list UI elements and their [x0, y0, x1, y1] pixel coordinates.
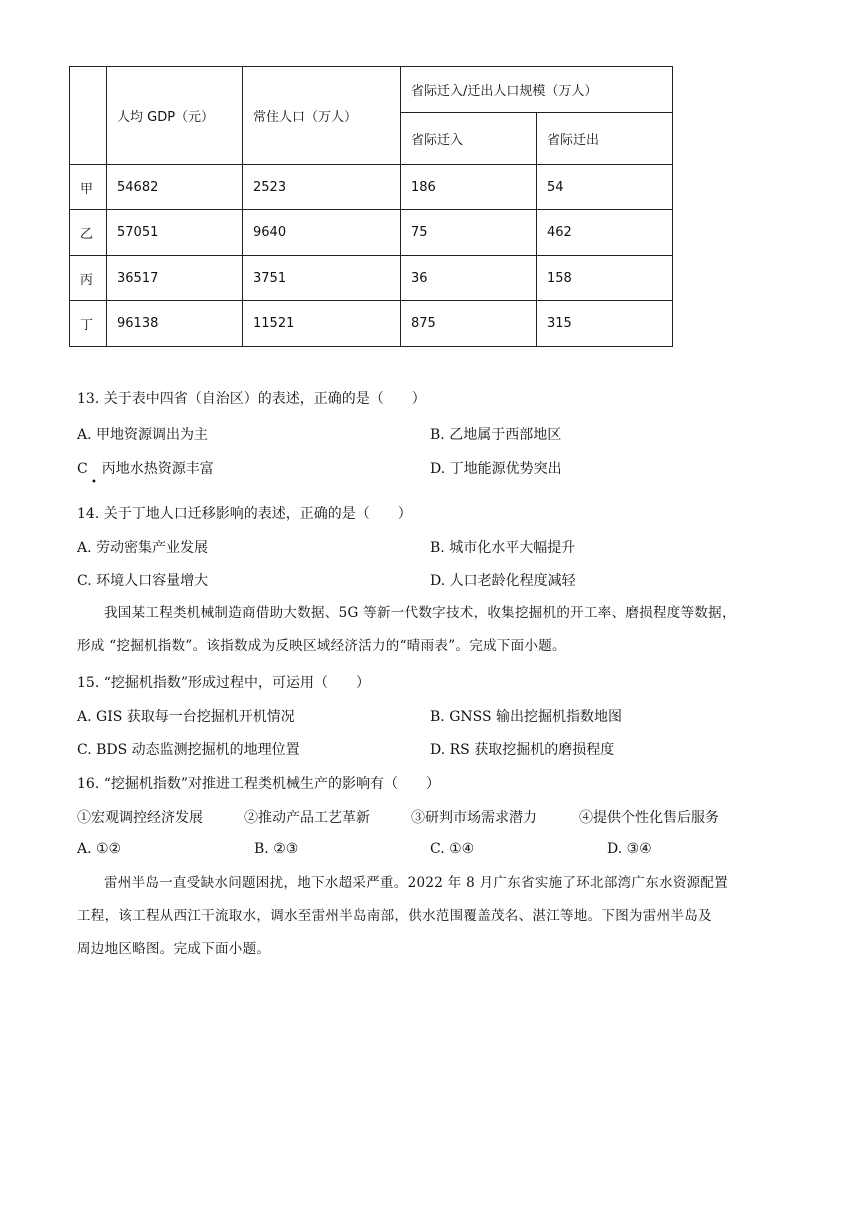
q15-option-b[interactable]: B. GNSS 输出挖掘机指数地图	[430, 709, 623, 725]
passage-line: 工程，该工程从西江干流取水，调水至雷州半岛南部，供水范围覆盖茂名、湛江等地。下图为雷州半岛及	[77, 908, 712, 924]
header-out: 省际迁出	[537, 113, 673, 165]
table-row	[70, 301, 673, 347]
q14-option-d[interactable]: D. 人口老龄化程度减轻	[430, 573, 576, 589]
passage-line: 形成 “挖掘机指数”。该指数成为反映区域经济活力的“晴雨表”。完成下面小题。	[77, 638, 566, 654]
q13-option-c[interactable]: C 丙地水热资源丰富	[77, 461, 214, 477]
q16-statement-3: ③研判市场需求潜力	[411, 810, 537, 826]
q16-stem: 16. “挖掘机指数”对推进工程类机械生产的影响有（ ）	[77, 776, 441, 792]
passage-line: 我国某工程类机械制造商借助大数据、5G 等新一代数字技术，收集挖掘机的开工率、磨损程度等数据，	[104, 605, 736, 621]
header-in: 省际迁入	[401, 113, 537, 165]
table-row	[70, 165, 673, 210]
header-migration: 省际迁入/迁出人口规模（万人）	[401, 67, 673, 113]
dot-mark: •	[91, 477, 97, 488]
table-corner-cell	[70, 67, 107, 165]
q16-statement-4: ④提供个性化售后服务	[579, 810, 719, 826]
q16-option-c[interactable]: C. ①④	[430, 841, 475, 857]
q15-stem: 15. “挖掘机指数”形成过程中，可运用（ ）	[77, 675, 371, 691]
q16-statement-1: ①宏观调控经济发展	[77, 810, 203, 826]
q13-option-a[interactable]: A. 甲地资源调出为主	[77, 427, 209, 443]
cell-in: 186	[401, 165, 537, 210]
table-header-row	[70, 67, 673, 113]
q15-option-a[interactable]: A. GIS 获取每一台挖掘机开机情况	[77, 709, 295, 725]
header-population: 常住人口（万人）	[243, 67, 401, 165]
cell-pop: 9640	[243, 210, 401, 256]
cell-pop: 2523	[243, 165, 401, 210]
row-label: 乙	[70, 210, 107, 256]
cell-in: 75	[401, 210, 537, 256]
q13-stem: 13. 关于表中四省（自治区）的表述，正确的是（ ）	[77, 391, 426, 407]
row-label: 甲	[70, 165, 107, 210]
q14-option-c[interactable]: C. 环境人口容量增大	[77, 573, 209, 589]
q16-option-b[interactable]: B. ②③	[254, 841, 299, 857]
q16-option-a[interactable]: A. ①②	[77, 841, 122, 857]
q13-option-b[interactable]: B. 乙地属于西部地区	[430, 427, 562, 443]
q16-statement-2: ②推动产品工艺革新	[244, 810, 370, 826]
passage-line: 周边地区略图。完成下面小题。	[77, 941, 271, 957]
row-label: 丙	[70, 256, 107, 301]
q14-stem: 14. 关于丁地人口迁移影响的表述，正确的是（ ）	[77, 506, 412, 522]
q15-option-c[interactable]: C. BDS 动态监测挖掘机的地理位置	[77, 742, 300, 758]
table-row	[70, 210, 673, 256]
q16-option-d[interactable]: D. ③④	[607, 841, 652, 857]
cell-in: 36	[401, 256, 537, 301]
passage-leizhou	[77, 867, 789, 966]
table-row	[70, 256, 673, 301]
cell-gdp: 54682	[107, 165, 243, 210]
row-label: 丁	[70, 301, 107, 347]
cell-gdp: 96138	[107, 301, 243, 347]
cell-pop: 3751	[243, 256, 401, 301]
cell-gdp: 36517	[107, 256, 243, 301]
cell-in: 875	[401, 301, 537, 347]
cell-out: 158	[537, 256, 673, 301]
header-gdp: 人均 GDP（元）	[107, 67, 243, 165]
passage-excavator	[77, 597, 789, 663]
cell-gdp: 57051	[107, 210, 243, 256]
q14-option-b[interactable]: B. 城市化水平大幅提升	[430, 540, 576, 556]
cell-pop: 11521	[243, 301, 401, 347]
passage-line: 雷州半岛一直受缺水问题困扰，地下水超采严重。2022 年 8 月广东省实施了环北部湾广东水资源配置	[104, 875, 729, 891]
q15-option-d[interactable]: D. RS 获取挖掘机的磨损程度	[430, 742, 615, 758]
q13-option-d[interactable]: D. 丁地能源优势突出	[430, 461, 562, 477]
cell-out: 462	[537, 210, 673, 256]
data-table	[69, 66, 673, 347]
cell-out: 54	[537, 165, 673, 210]
q14-option-a[interactable]: A. 劳动密集产业发展	[77, 540, 209, 556]
cell-out: 315	[537, 301, 673, 347]
